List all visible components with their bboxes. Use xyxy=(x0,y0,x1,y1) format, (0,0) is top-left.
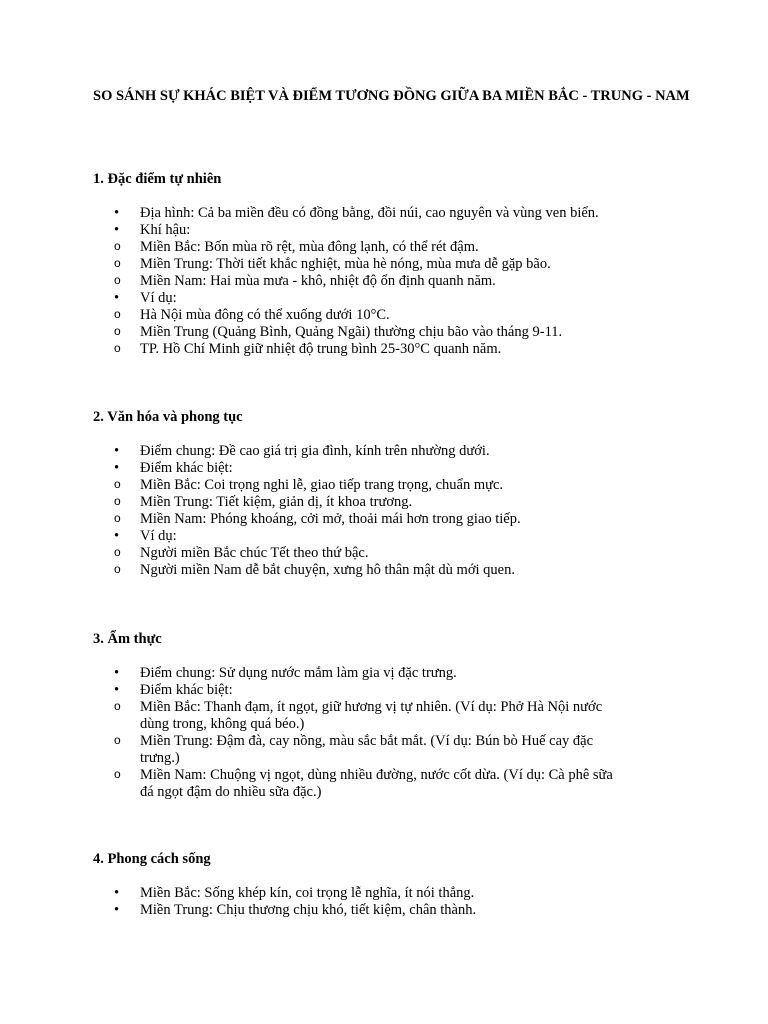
sub-bullet-icon: o xyxy=(114,562,121,576)
list-item xyxy=(93,665,713,682)
bullet-list xyxy=(93,443,713,579)
sub-list xyxy=(114,699,713,801)
list-item xyxy=(93,460,713,528)
sub-list-item-text: Miền Trung: Thời tiết khắc nghiệt, mùa hè nóng, mùa mưa dễ gặp bão. xyxy=(140,256,551,272)
document-title: SO SÁNH SỰ KHÁC BIỆT VÀ ĐIỂM TƯƠNG ĐỒNG GIỮA BA MIỀN BẮC - TRUNG - NAM xyxy=(93,88,690,104)
sub-list-item-text: Người miền Bắc chúc Tết theo thứ bậc. xyxy=(140,545,369,561)
sub-bullet-icon: o xyxy=(114,511,121,525)
list-item-text: Khí hậu: xyxy=(140,222,191,238)
sub-bullet-icon: o xyxy=(114,545,121,559)
list-item xyxy=(93,290,713,358)
bullet-icon: • xyxy=(114,222,120,238)
section-heading: 4. Phong cách sống xyxy=(93,851,211,867)
sub-bullet-icon: o xyxy=(114,273,121,287)
sub-list-item-text: Miền Bắc: Bốn mùa rõ rệt, mùa đông lạnh, có thể rét đậm. xyxy=(140,239,479,255)
sub-list xyxy=(114,477,713,528)
sub-bullet-icon: o xyxy=(114,733,121,747)
sub-list-item xyxy=(94,307,713,324)
list-item-text: Điểm chung: Đề cao giá trị gia đình, kính trên nhường dưới. xyxy=(140,443,490,459)
bullet-icon: • xyxy=(114,682,120,698)
sub-bullet-icon: o xyxy=(114,494,121,508)
sub-bullet-icon: o xyxy=(114,324,121,338)
sub-list xyxy=(114,239,713,290)
list-item xyxy=(93,902,713,919)
sub-list-item xyxy=(94,767,713,801)
sub-list-item xyxy=(94,699,713,733)
section-culture-customs xyxy=(93,409,713,579)
sub-list-item-text: Hà Nội mùa đông có thể xuống dưới 10°C. xyxy=(140,307,390,323)
sub-list-item xyxy=(94,562,713,579)
sub-bullet-icon: o xyxy=(114,477,121,491)
sub-bullet-icon: o xyxy=(114,307,121,321)
sub-list-item-text: Miền Trung (Quảng Bình, Quảng Ngãi) thường chịu bão vào tháng 9-11. xyxy=(140,324,563,340)
bullet-icon: • xyxy=(114,902,120,918)
bullet-list xyxy=(93,885,713,919)
sub-list-item xyxy=(94,273,713,290)
sub-list-item-text: Miền Nam: Chuộng vị ngọt, dùng nhiều đường, nước cốt dừa. (Ví dụ: Cà phê sữa đá ngọt đậm do nhiều sữa đặc.) xyxy=(140,767,613,800)
bullet-icon: • xyxy=(114,205,120,221)
sub-list-item xyxy=(94,256,713,273)
sub-list-item-text: Miền Nam: Hai mùa mưa - khô, nhiệt độ ổn định quanh năm. xyxy=(140,273,496,289)
sub-list-item-text: Người miền Nam dễ bắt chuyện, xưng hô thân mật dù mới quen. xyxy=(140,562,515,578)
bullet-icon: • xyxy=(114,290,120,306)
list-item-text: Điểm khác biệt: xyxy=(140,682,233,698)
sub-bullet-icon: o xyxy=(114,256,121,270)
list-item xyxy=(93,443,713,460)
list-item-text: Điểm khác biệt: xyxy=(140,460,233,476)
sub-list-item-text: Miền Trung: Tiết kiệm, giản dị, ít khoa trương. xyxy=(140,494,413,510)
sub-list-item xyxy=(94,494,713,511)
bullet-list xyxy=(93,205,713,358)
sub-bullet-icon: o xyxy=(114,341,121,355)
list-item-text: Miền Bắc: Sống khép kín, coi trọng lễ nghĩa, ít nói thẳng. xyxy=(140,885,475,901)
section-cuisine xyxy=(93,631,713,801)
list-item-text: Điểm chung: Sử dụng nước mắm làm gia vị đặc trưng. xyxy=(140,665,457,681)
section-heading: 1. Đặc điểm tự nhiên xyxy=(93,171,222,187)
sub-list-item xyxy=(94,324,713,341)
sub-list xyxy=(114,545,713,579)
sub-list xyxy=(114,307,713,358)
bullet-icon: • xyxy=(114,885,120,901)
section-lifestyle xyxy=(93,851,713,919)
sub-list-item xyxy=(94,511,713,528)
list-item-text: Địa hình: Cả ba miền đều có đồng bằng, đồi núi, cao nguyên và vùng ven biển. xyxy=(140,205,599,221)
sub-list-item xyxy=(94,545,713,562)
bullet-icon: • xyxy=(114,665,120,681)
list-item xyxy=(93,682,713,801)
list-item-text: Ví dụ: xyxy=(140,528,177,544)
list-item-text: Ví dụ: xyxy=(140,290,177,306)
sub-list-item-text: Miền Nam: Phóng khoáng, cởi mở, thoải mái hơn trong giao tiếp. xyxy=(140,511,521,527)
sub-list-item xyxy=(94,239,713,256)
sub-bullet-icon: o xyxy=(114,239,121,253)
sub-list-item xyxy=(94,733,713,767)
list-item xyxy=(93,528,713,579)
list-item xyxy=(93,205,713,222)
bullet-icon: • xyxy=(114,528,120,544)
sub-list-item-text: Miền Bắc: Coi trọng nghi lễ, giao tiếp trang trọng, chuẩn mực. xyxy=(140,477,504,493)
sub-list-item-text: Miền Bắc: Thanh đạm, ít ngọt, giữ hương vị tự nhiên. (Ví dụ: Phở Hà Nội nước dùng trong, không quá béo.) xyxy=(140,699,603,732)
sub-list-item-text: TP. Hồ Chí Minh giữ nhiệt độ trung bình 25-30°C quanh năm. xyxy=(140,341,502,357)
sub-list-item xyxy=(94,341,713,358)
bullet-list xyxy=(93,665,713,801)
sub-bullet-icon: o xyxy=(114,767,121,781)
section-natural-features xyxy=(93,171,713,358)
sub-list-item xyxy=(94,477,713,494)
list-item xyxy=(93,222,713,290)
sub-bullet-icon: o xyxy=(114,699,121,713)
section-heading: 2. Văn hóa và phong tục xyxy=(93,409,243,425)
section-heading: 3. Ẩm thực xyxy=(93,631,162,647)
bullet-icon: • xyxy=(114,443,120,459)
sub-list-item-text: Miền Trung: Đậm đà, cay nồng, màu sắc bắt mắt. (Ví dụ: Bún bò Huế cay đặc trưng.) xyxy=(140,733,594,766)
list-item-text: Miền Trung: Chịu thương chịu khó, tiết kiệm, chân thành. xyxy=(140,902,477,918)
bullet-icon: • xyxy=(114,460,120,476)
list-item xyxy=(93,885,713,902)
